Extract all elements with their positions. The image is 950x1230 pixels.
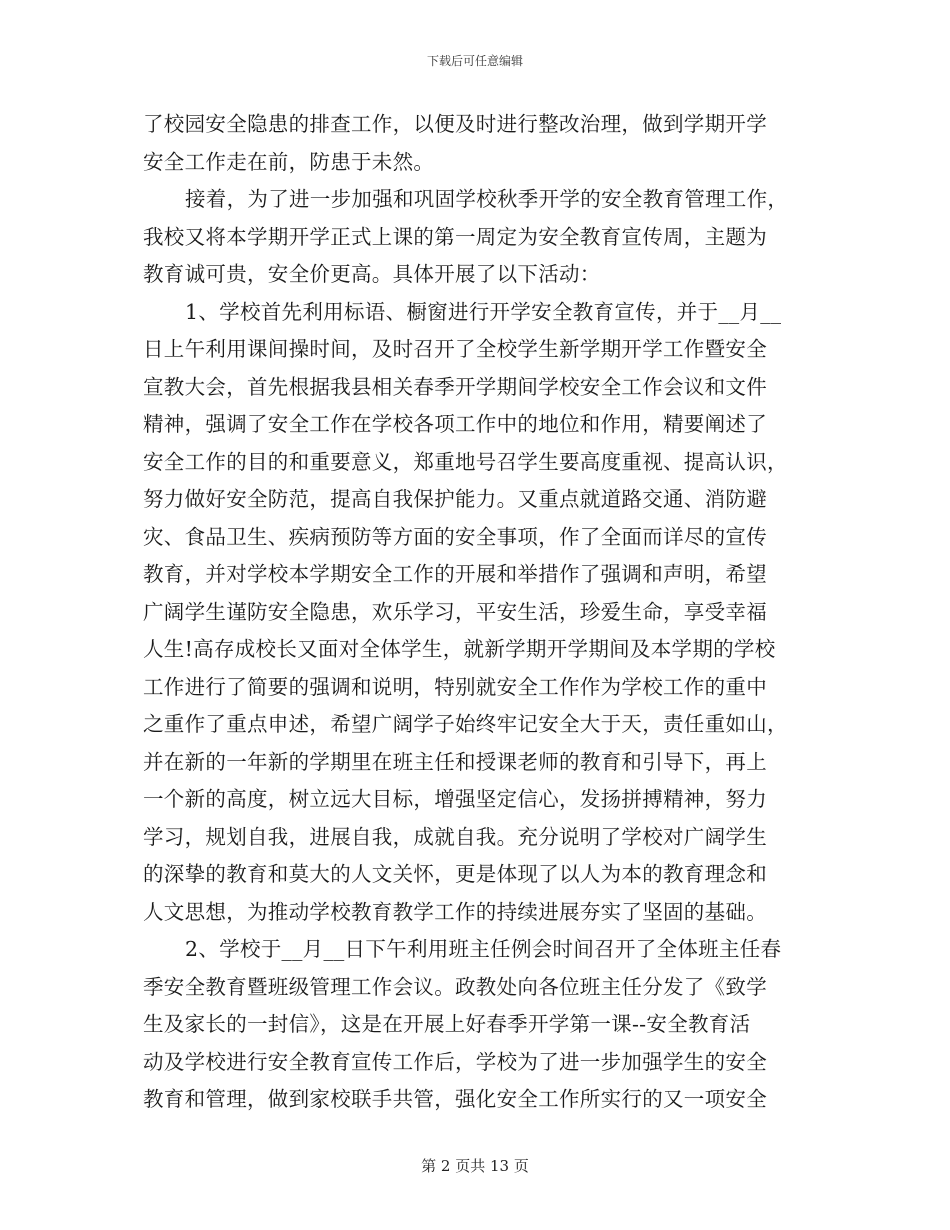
text-line: 广阔学生谨防安全隐患，欢乐学习，平安生活，珍爱生命，享受幸福 (143, 599, 767, 624)
text-line: 的深挚的教育和莫大的人文关怀，更是体现了以人为本的教育理念和 (143, 862, 767, 886)
text-line: 教育和管理，做到家校联手共管，强化安全工作所实行的又一项安全 (143, 1087, 767, 1111)
page-header: 下载后可任意编辑 (426, 54, 523, 68)
text-line: 接着，为了进一步加强和巩固学校秋季开学的安全教育管理工作， (185, 187, 789, 211)
text-line: 教育，并对学校本学期安全工作的开展和举措作了强调和声明，希望 (143, 562, 767, 586)
text-line: 宣教大会，首先根据我县相关春季开学期间学校安全工作会议和文件 (143, 374, 767, 399)
document-body (143, 106, 813, 1119)
text-line: 精神，强调了安全工作在学校各项工作中的地位和作用，精要阐述了 (143, 412, 767, 436)
text-line: 之重作了重点申述，希望广阔学子始终牢记安全大于天，责任重如山， (143, 712, 788, 736)
page-footer: 第 2 页共 13 页 (421, 1157, 529, 1175)
text-line: 努力做好安全防范，提高自我保护能力。又重点就道路交通、消防避 (143, 487, 767, 511)
text-line: 日上午利用课间操时间，及时召开了全校学生新学期开学工作暨安全 (143, 337, 767, 361)
text-line: 2、学校于__月__日下午利用班主任例会时间召开了全体班主任春 (185, 937, 782, 961)
text-line: 1、学校首先利用标语、橱窗进行开学安全教育宣传，并于__月__ (185, 299, 782, 324)
text-line: 并在新的一年新的学期里在班主任和授课老师的教育和引导下，再上 (143, 749, 767, 774)
text-line: 动及学校进行安全教育宣传工作后，学校为了进一步加强学生的安全 (143, 1049, 767, 1074)
text-line: 学习，规划自我，进展自我，成就自我。充分说明了学校对广阔学生 (143, 824, 767, 849)
text-line: 灾、食品卫生、疾病预防等方面的安全事项，作了全面而详尽的宣传 (143, 524, 767, 549)
text-line: 人生!高存成校长又面对全体学生，就新学期开学期间及本学期的学校 (143, 637, 776, 661)
text-line: 季安全教育暨班级管理工作会议。政教处向各位班主任分发了《致学 (143, 974, 767, 999)
text-line: 工作进行了简要的强调和说明，特别就安全工作作为学校工作的重中 (143, 674, 767, 699)
text-line: 人文思想，为推动学校教育教学工作的持续进展夯实了坚固的基础。 (143, 899, 767, 924)
text-line: 了校园安全隐患的排查工作，以便及时进行整改治理，做到学期开学 (143, 112, 767, 136)
text-line: 生及家长的一封信》，这是在开展上好春季开学第一课--安全教育活 (143, 1012, 751, 1036)
text-line: 安全工作的目的和重要意义，郑重地号召学生要高度重视、提高认识， (143, 449, 788, 474)
text-line: 教育诚可贵，安全价更高。具体开展了以下活动： (143, 262, 601, 286)
text-line: 一个新的高度，树立远大目标，增强坚定信心，发扬拼搏精神，努力 (143, 787, 767, 811)
text-line: 安全工作走在前，防患于未然。 (143, 149, 435, 174)
text-line: 我校又将本学期开学正式上课的第一周定为安全教育宣传周，主题为 (143, 224, 767, 249)
